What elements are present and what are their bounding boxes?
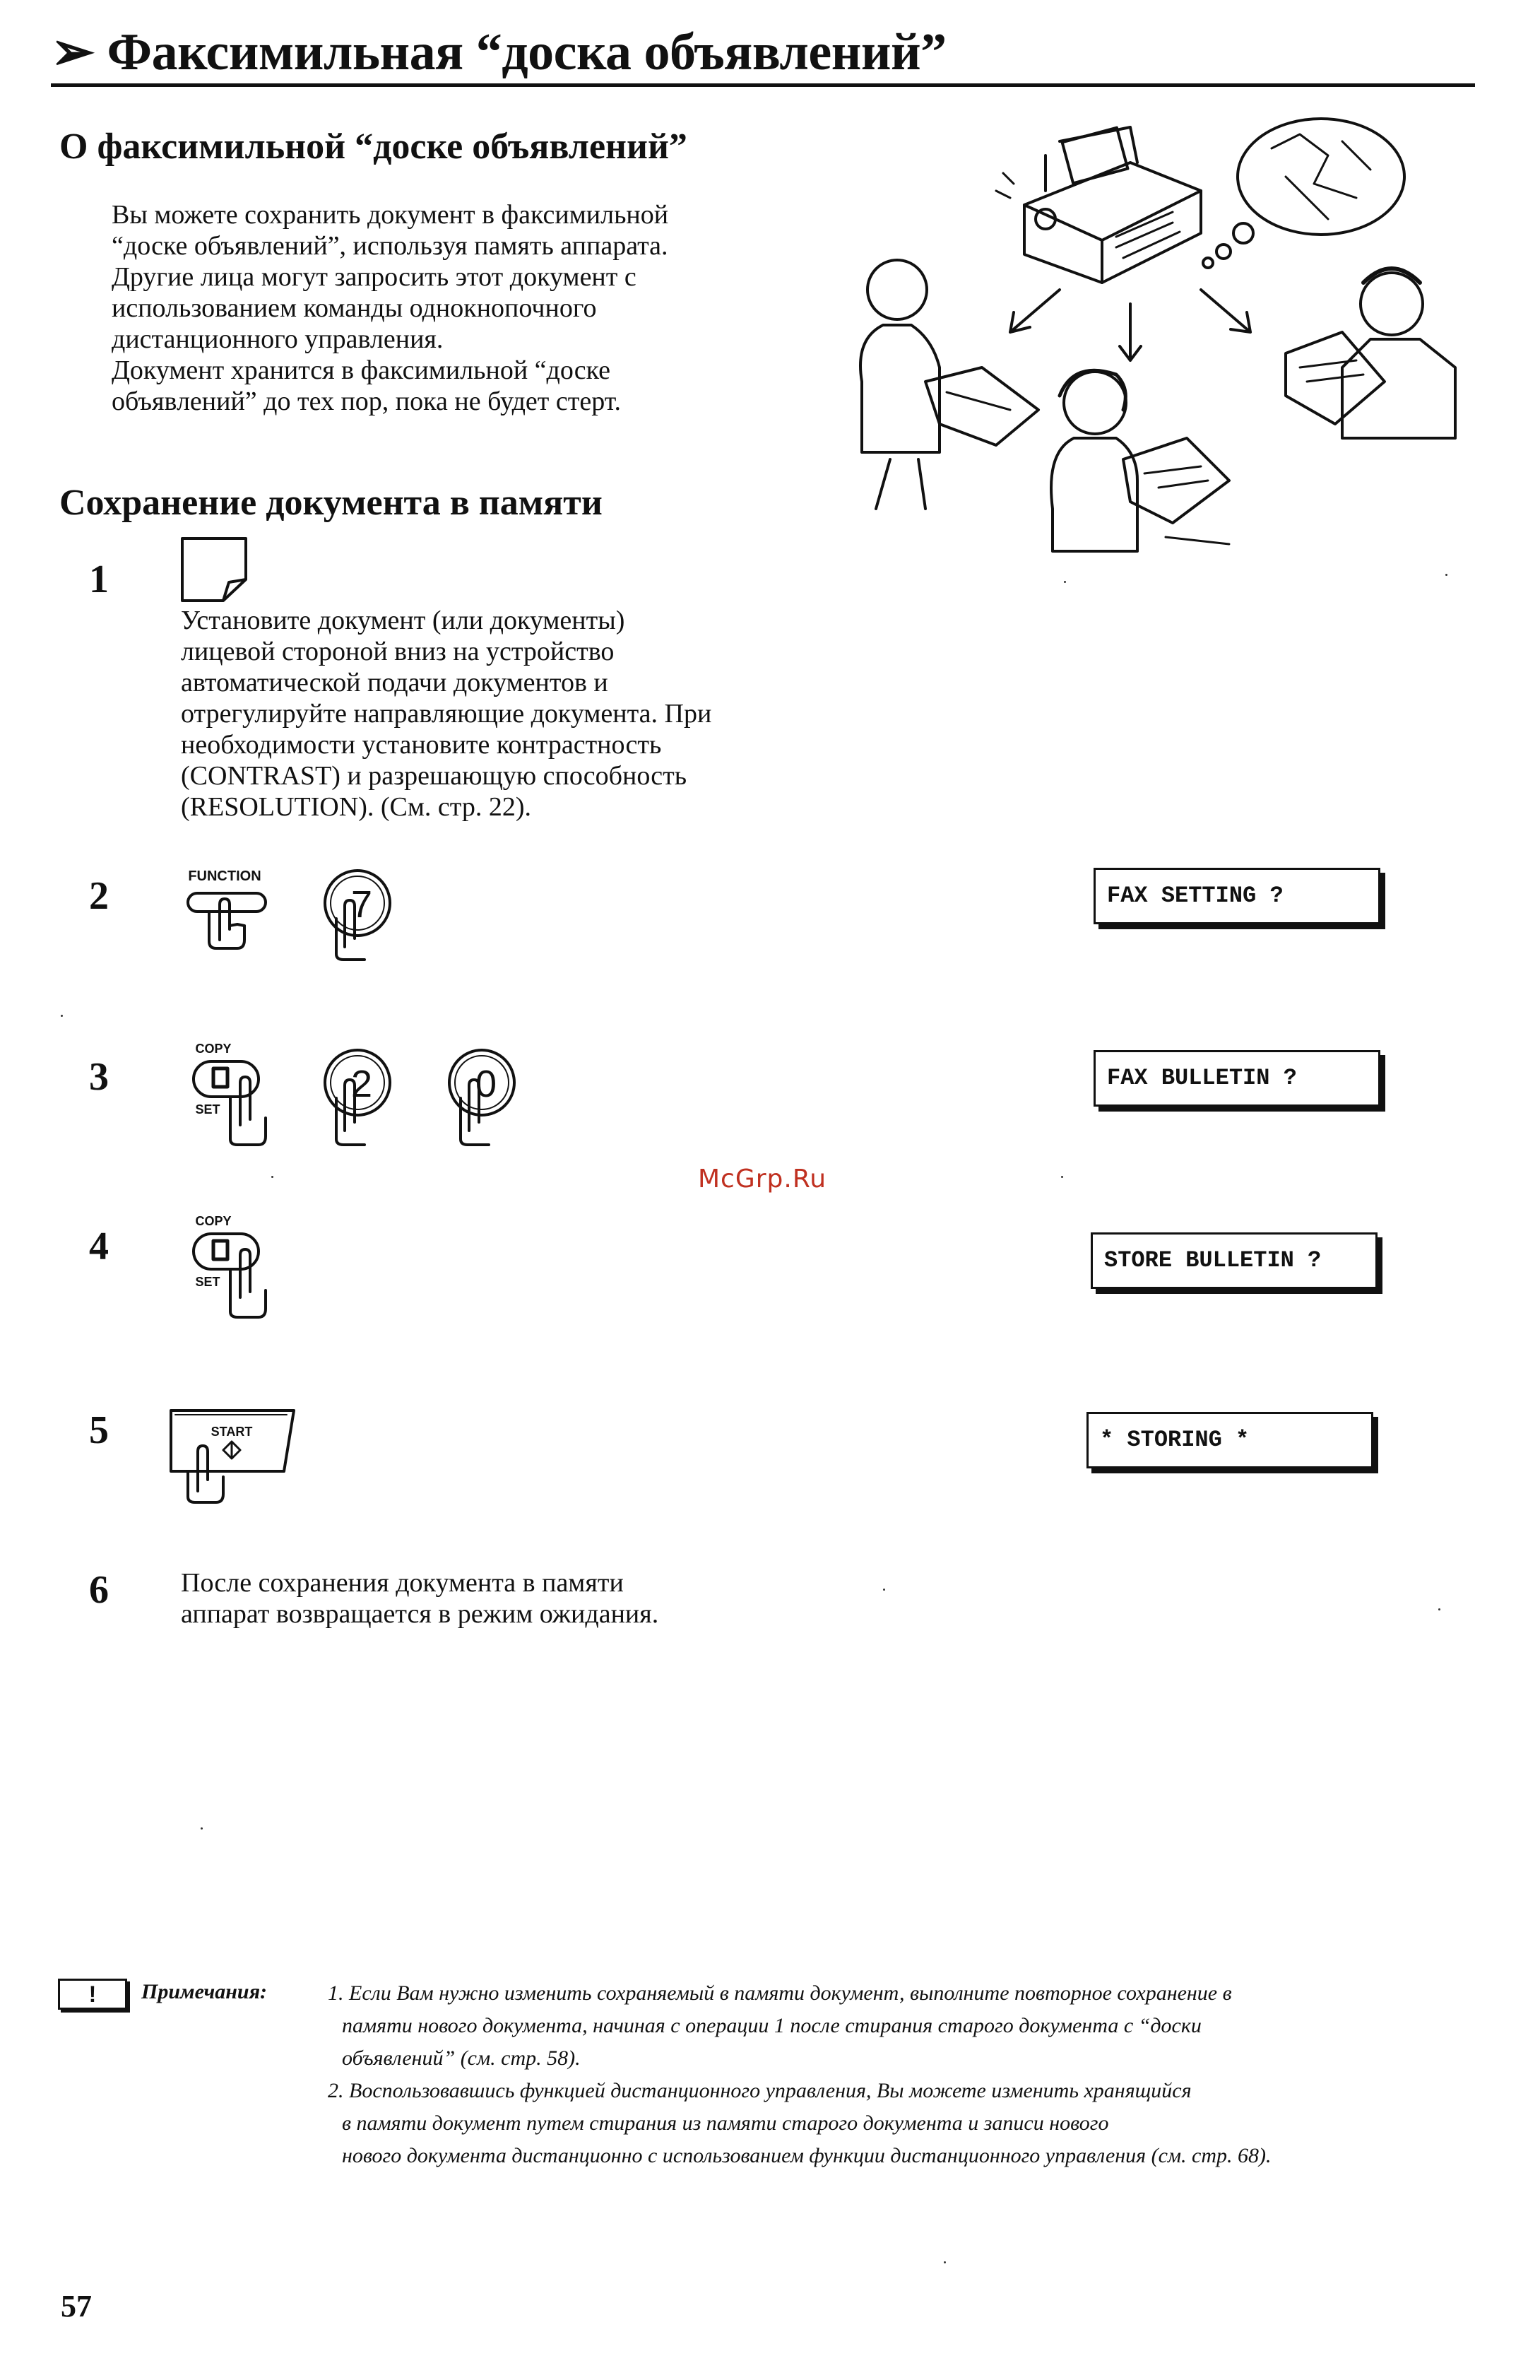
step-line: (CONTRAST) и разрешающую способность xyxy=(181,761,687,791)
start-label: START xyxy=(211,1425,253,1439)
step-line: аппарат возвращается в режим ожидания. xyxy=(181,1599,659,1629)
copy-label: COPY xyxy=(195,1214,232,1228)
watermark: McGrp.Ru xyxy=(698,1165,827,1194)
about-line: Другие лица могут запросить этот документ с xyxy=(112,262,636,292)
scan-speck xyxy=(1061,1176,1063,1178)
lcd-display: FAX BULLETIN ? xyxy=(1094,1050,1380,1107)
scan-speck xyxy=(944,2261,946,2263)
digit-label: 2 xyxy=(350,1063,373,1105)
step-line: После сохранения документа в памяти xyxy=(181,1568,624,1598)
set-label: SET xyxy=(195,1275,220,1289)
fax-bulletin-illustration xyxy=(834,113,1476,565)
step-number: 1 xyxy=(89,558,109,601)
step-4-keys xyxy=(188,1213,294,1326)
copy-set-key-icon[interactable] xyxy=(194,1042,266,1145)
note-line: 2. Воспользовавшись функцией дистанционного управления, Вы можете изменить хранящийся xyxy=(328,2079,1192,2102)
step-1-text xyxy=(181,605,711,823)
scan-speck xyxy=(1064,581,1066,583)
page-title-text: Факсимильная “доска объявлений” xyxy=(107,23,947,81)
note-line: нового документа дистанционно с использованием функции дистанционного управления (см. стр. 68). xyxy=(342,2144,1272,2167)
person-right-icon xyxy=(1286,269,1455,438)
about-line: дистанционного управления. xyxy=(112,324,444,354)
lcd-display: FAX SETTING ? xyxy=(1094,868,1380,924)
broadcast-arrows xyxy=(1010,290,1250,360)
step-2-keys xyxy=(181,862,407,968)
function-key-label: FUNCTION xyxy=(188,868,261,884)
about-line: Документ хранится в факсимильной “доске xyxy=(112,355,611,385)
note-line: в памяти документ путем стирания из памяти старого документа и записи нового xyxy=(342,2111,1109,2135)
notes-label: Примечания: xyxy=(141,1980,268,2003)
step-5-keys xyxy=(167,1406,301,1505)
about-paragraph xyxy=(112,199,668,417)
step-line: лицевой стороной вниз на устройство xyxy=(181,637,615,666)
central-fax-machine-icon xyxy=(996,127,1201,283)
note-line: памяти нового документа, начиная с операции 1 после стирания старого документа с “доски xyxy=(342,2014,1202,2037)
arrow-marker-icon: ➢ xyxy=(51,23,95,81)
page-number: 57 xyxy=(61,2289,92,2323)
step-line: Установите документ (или документы) xyxy=(181,606,625,635)
function-key-icon[interactable] xyxy=(188,868,266,948)
copy-set-key-icon[interactable] xyxy=(194,1214,266,1317)
step-line: необходимости установите контрастность xyxy=(181,730,662,760)
lcd-display: STORE BULLETIN ? xyxy=(1091,1232,1378,1289)
step-number: 5 xyxy=(89,1408,109,1452)
document-icon xyxy=(179,536,250,603)
digit-key-icon[interactable] xyxy=(325,1050,390,1145)
digit-label: 0 xyxy=(475,1063,497,1105)
scan-speck xyxy=(1438,1608,1440,1610)
scan-speck xyxy=(1445,574,1447,576)
store-heading: Сохранение документа в памяти xyxy=(59,483,603,523)
digit-key-icon[interactable] xyxy=(449,1050,514,1145)
title-divider xyxy=(51,83,1475,87)
about-line: “доске объявлений”, используя память аппарата. xyxy=(112,231,668,261)
copy-label: COPY xyxy=(195,1042,232,1056)
about-line: использованием команды однокнопочного xyxy=(112,293,597,323)
step-number: 2 xyxy=(89,874,109,918)
step-line: (RESOLUTION). (См. стр. 22). xyxy=(181,792,531,822)
about-heading: О факсимильной “доске объявлений” xyxy=(59,126,687,167)
step-number: 3 xyxy=(89,1055,109,1099)
page-title xyxy=(51,24,947,81)
lcd-display: * STORING * xyxy=(1086,1412,1373,1468)
scan-speck xyxy=(61,1015,63,1017)
step-line: отрегулируйте направляющие документа. При xyxy=(181,699,712,729)
step-line: автоматической подачи документов и xyxy=(181,668,608,697)
scan-speck xyxy=(201,1827,203,1830)
digit-label: 7 xyxy=(350,883,373,926)
step-number: 4 xyxy=(89,1225,109,1268)
notes-list xyxy=(328,1977,1272,2172)
about-line: объявлений” до тех пор, пока не будет стерт. xyxy=(112,387,621,416)
scan-speck xyxy=(883,1589,885,1591)
note-line: 1. Если Вам нужно изменить сохраняемый в памяти документ, выполните повторное сохранение в xyxy=(328,1981,1232,2005)
about-line: Вы можете сохранить документ в факсимильной xyxy=(112,200,669,230)
person-left-icon xyxy=(860,260,1038,509)
person-middle-icon xyxy=(1051,370,1229,551)
digit-key-icon[interactable] xyxy=(325,871,390,960)
set-label: SET xyxy=(195,1102,220,1117)
note-line: объявлений” (см. стр. 58). xyxy=(342,2046,581,2070)
notes-icon: ! xyxy=(58,1979,127,2010)
thought-bubble-icon xyxy=(1203,119,1404,268)
start-key-icon[interactable] xyxy=(171,1410,294,1502)
step-6-text xyxy=(181,1567,658,1630)
scan-speck xyxy=(271,1176,273,1178)
step-number: 6 xyxy=(89,1568,109,1612)
step-3-keys xyxy=(188,1040,527,1153)
